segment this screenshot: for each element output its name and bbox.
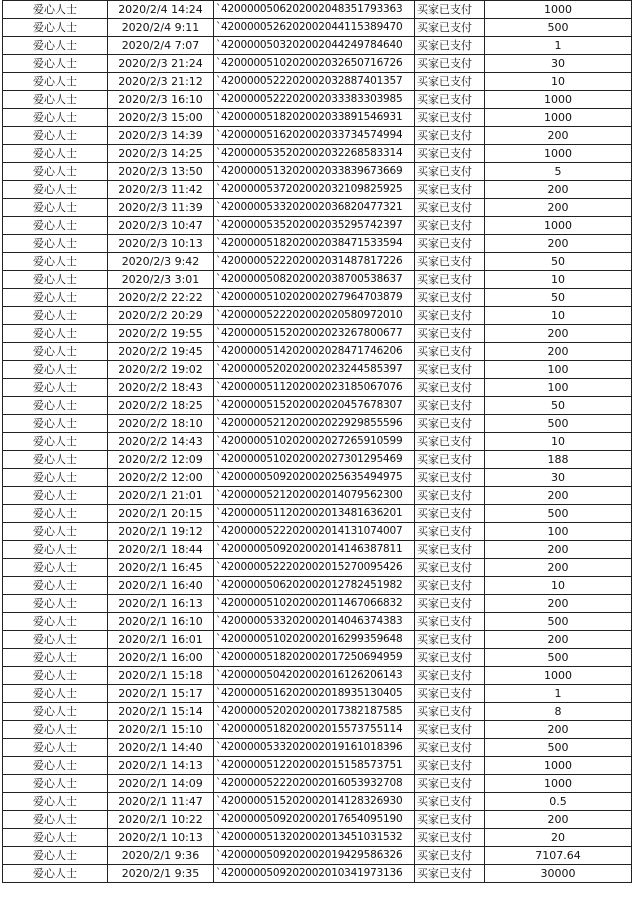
amount-cell: 500 (485, 739, 632, 757)
table-row (3, 181, 632, 199)
order-number-cell: `4200000516202002018935130405 (214, 685, 415, 703)
payment-status-cell: 买家已支付 (415, 235, 485, 253)
order-number-cell: `4200000509202002017654095190 (214, 811, 415, 829)
table-row (3, 793, 632, 811)
payment-status-cell: 买家已支付 (415, 181, 485, 199)
donor-name-cell: 爱心人士 (3, 595, 108, 613)
donor-name-cell: 爱心人士 (3, 271, 108, 289)
payment-status-cell: 买家已支付 (415, 721, 485, 739)
donor-name-cell: 爱心人士 (3, 181, 108, 199)
payment-time-cell: 2020/2/3 21:24 (108, 55, 214, 73)
amount-cell: 1000 (485, 91, 632, 109)
order-number-cell: `4200000506202002012782451982 (214, 577, 415, 595)
order-number-cell: `4200000510202002032650716726 (214, 55, 415, 73)
table-row (3, 685, 632, 703)
amount-cell: 1000 (485, 757, 632, 775)
donor-name-cell: 爱心人士 (3, 289, 108, 307)
amount-cell: 200 (485, 343, 632, 361)
amount-cell: 50 (485, 253, 632, 271)
payment-time-cell: 2020/2/1 16:45 (108, 559, 214, 577)
payment-time-cell: 2020/2/3 10:47 (108, 217, 214, 235)
order-number-cell: `4200000535202002032268583314 (214, 145, 415, 163)
table-row (3, 631, 632, 649)
payment-status-cell: 买家已支付 (415, 379, 485, 397)
donor-name-cell: 爱心人士 (3, 703, 108, 721)
table-row (3, 415, 632, 433)
payment-status-cell: 买家已支付 (415, 685, 485, 703)
amount-cell: 10 (485, 433, 632, 451)
donor-name-cell: 爱心人士 (3, 829, 108, 847)
donor-name-cell: 爱心人士 (3, 19, 108, 37)
table-row (3, 649, 632, 667)
payment-time-cell: 2020/2/1 10:13 (108, 829, 214, 847)
donor-name-cell: 爱心人士 (3, 685, 108, 703)
payment-time-cell: 2020/2/1 21:01 (108, 487, 214, 505)
order-number-cell: `4200000522202002032887401357 (214, 73, 415, 91)
order-number-cell: `4200000503202002044249784640 (214, 37, 415, 55)
payment-status-cell: 买家已支付 (415, 199, 485, 217)
order-number-cell: `4200000526202002044115389470 (214, 19, 415, 37)
payment-time-cell: 2020/2/1 14:13 (108, 757, 214, 775)
amount-cell: 500 (485, 415, 632, 433)
order-number-cell: `4200000533202002036820477321 (214, 199, 415, 217)
payment-time-cell: 2020/2/1 14:40 (108, 739, 214, 757)
amount-cell: 30 (485, 55, 632, 73)
payment-status-cell: 买家已支付 (415, 829, 485, 847)
donor-name-cell: 爱心人士 (3, 415, 108, 433)
payment-status-cell: 买家已支付 (415, 775, 485, 793)
payment-status-cell: 买家已支付 (415, 415, 485, 433)
donor-name-cell: 爱心人士 (3, 865, 108, 883)
table-row (3, 469, 632, 487)
payment-time-cell: 2020/2/2 22:22 (108, 289, 214, 307)
amount-cell: 200 (485, 487, 632, 505)
table-row (3, 451, 632, 469)
amount-cell: 200 (485, 811, 632, 829)
donor-name-cell: 爱心人士 (3, 451, 108, 469)
payment-status-cell: 买家已支付 (415, 559, 485, 577)
order-number-cell: `4200000533202002014046374383 (214, 613, 415, 631)
amount-cell: 1000 (485, 109, 632, 127)
order-number-cell: `4200000518202002033891546931 (214, 109, 415, 127)
table-row (3, 217, 632, 235)
amount-cell: 10 (485, 73, 632, 91)
donor-name-cell: 爱心人士 (3, 37, 108, 55)
amount-cell: 10 (485, 577, 632, 595)
table-row (3, 559, 632, 577)
payment-time-cell: 2020/2/1 9:35 (108, 865, 214, 883)
payment-time-cell: 2020/2/2 18:43 (108, 379, 214, 397)
order-number-cell: `4200000510202002027301295469 (214, 451, 415, 469)
payment-time-cell: 2020/2/4 14:24 (108, 1, 214, 19)
table-row (3, 127, 632, 145)
payment-time-cell: 2020/2/3 21:12 (108, 73, 214, 91)
donor-name-cell: 爱心人士 (3, 397, 108, 415)
amount-cell: 7107.64 (485, 847, 632, 865)
donor-name-cell: 爱心人士 (3, 163, 108, 181)
payment-status-cell: 买家已支付 (415, 451, 485, 469)
donor-name-cell: 爱心人士 (3, 109, 108, 127)
donor-name-cell: 爱心人士 (3, 91, 108, 109)
payment-time-cell: 2020/2/2 12:09 (108, 451, 214, 469)
amount-cell: 1000 (485, 1, 632, 19)
payment-time-cell: 2020/2/1 10:22 (108, 811, 214, 829)
donor-name-cell: 爱心人士 (3, 667, 108, 685)
order-number-cell: `4200000520202002017382187585 (214, 703, 415, 721)
amount-cell: 50 (485, 289, 632, 307)
order-number-cell: `4200000510202002027964703879 (214, 289, 415, 307)
amount-cell: 100 (485, 379, 632, 397)
payment-time-cell: 2020/2/2 14:43 (108, 433, 214, 451)
table-row (3, 721, 632, 739)
payment-time-cell: 2020/2/3 15:00 (108, 109, 214, 127)
payment-status-cell: 买家已支付 (415, 811, 485, 829)
order-number-cell: `4200000518202002015573755114 (214, 721, 415, 739)
payment-time-cell: 2020/2/1 16:10 (108, 613, 214, 631)
order-number-cell: `4200000522202002015270095426 (214, 559, 415, 577)
table-row (3, 91, 632, 109)
payment-time-cell: 2020/2/2 20:29 (108, 307, 214, 325)
order-number-cell: `4200000514202002028471746206 (214, 343, 415, 361)
table-row (3, 145, 632, 163)
amount-cell: 500 (485, 505, 632, 523)
table-row (3, 613, 632, 631)
payment-time-cell: 2020/2/2 18:10 (108, 415, 214, 433)
amount-cell: 200 (485, 181, 632, 199)
payment-status-cell: 买家已支付 (415, 73, 485, 91)
amount-cell: 1000 (485, 775, 632, 793)
payment-status-cell: 买家已支付 (415, 109, 485, 127)
amount-cell: 0.5 (485, 793, 632, 811)
donor-name-cell: 爱心人士 (3, 199, 108, 217)
payment-status-cell: 买家已支付 (415, 325, 485, 343)
order-number-cell: `4200000535202002035295742397 (214, 217, 415, 235)
order-number-cell: `4200000522202002033383303985 (214, 91, 415, 109)
amount-cell: 10 (485, 271, 632, 289)
donor-name-cell: 爱心人士 (3, 1, 108, 19)
payment-time-cell: 2020/2/2 12:00 (108, 469, 214, 487)
donor-name-cell: 爱心人士 (3, 505, 108, 523)
amount-cell: 50 (485, 397, 632, 415)
amount-cell: 500 (485, 613, 632, 631)
donor-name-cell: 爱心人士 (3, 577, 108, 595)
order-number-cell: `4200000518202002038471533594 (214, 235, 415, 253)
donor-name-cell: 爱心人士 (3, 739, 108, 757)
payment-time-cell: 2020/2/2 18:25 (108, 397, 214, 415)
table-row (3, 487, 632, 505)
amount-cell: 100 (485, 361, 632, 379)
payment-time-cell: 2020/2/2 19:02 (108, 361, 214, 379)
table-row (3, 757, 632, 775)
table-row (3, 361, 632, 379)
amount-cell: 200 (485, 559, 632, 577)
order-number-cell: `4200000537202002032109825925 (214, 181, 415, 199)
table-row (3, 325, 632, 343)
amount-cell: 10 (485, 307, 632, 325)
payment-status-cell: 买家已支付 (415, 217, 485, 235)
table-row (3, 307, 632, 325)
donor-name-cell: 爱心人士 (3, 73, 108, 91)
donation-table-body (3, 1, 632, 883)
payment-status-cell: 买家已支付 (415, 343, 485, 361)
payment-status-cell: 买家已支付 (415, 127, 485, 145)
payment-time-cell: 2020/2/3 11:42 (108, 181, 214, 199)
payment-time-cell: 2020/2/1 20:15 (108, 505, 214, 523)
donor-name-cell: 爱心人士 (3, 631, 108, 649)
order-number-cell: `4200000508202002038700538637 (214, 271, 415, 289)
amount-cell: 100 (485, 523, 632, 541)
amount-cell: 200 (485, 541, 632, 559)
donor-name-cell: 爱心人士 (3, 127, 108, 145)
donor-name-cell: 爱心人士 (3, 343, 108, 361)
payment-status-cell: 买家已支付 (415, 361, 485, 379)
payment-time-cell: 2020/2/3 9:42 (108, 253, 214, 271)
table-row (3, 163, 632, 181)
payment-status-cell: 买家已支付 (415, 253, 485, 271)
amount-cell: 1 (485, 37, 632, 55)
payment-time-cell: 2020/2/1 11:47 (108, 793, 214, 811)
payment-time-cell: 2020/2/4 9:11 (108, 19, 214, 37)
order-number-cell: `4200000516202002033734574994 (214, 127, 415, 145)
order-number-cell: `4200000509202002010341973136 (214, 865, 415, 883)
donor-name-cell: 爱心人士 (3, 361, 108, 379)
order-number-cell: `4200000522202002031487817226 (214, 253, 415, 271)
payment-status-cell: 买家已支付 (415, 397, 485, 415)
amount-cell: 200 (485, 325, 632, 343)
table-row (3, 865, 632, 883)
table-row (3, 379, 632, 397)
amount-cell: 500 (485, 19, 632, 37)
order-number-cell: `4200000511202002013481636201 (214, 505, 415, 523)
donor-name-cell: 爱心人士 (3, 253, 108, 271)
amount-cell: 200 (485, 235, 632, 253)
payment-time-cell: 2020/2/1 9:36 (108, 847, 214, 865)
payment-status-cell: 买家已支付 (415, 469, 485, 487)
order-number-cell: `4200000510202002011467066832 (214, 595, 415, 613)
payment-status-cell: 买家已支付 (415, 505, 485, 523)
table-row (3, 289, 632, 307)
order-number-cell: `4200000513202002013451031532 (214, 829, 415, 847)
payment-status-cell: 买家已支付 (415, 145, 485, 163)
order-number-cell: `4200000515202002023267800677 (214, 325, 415, 343)
payment-status-cell: 买家已支付 (415, 487, 485, 505)
order-number-cell: `4200000509202002014146387811 (214, 541, 415, 559)
order-number-cell: `4200000510202002016299359648 (214, 631, 415, 649)
table-row (3, 577, 632, 595)
payment-time-cell: 2020/2/3 13:50 (108, 163, 214, 181)
payment-time-cell: 2020/2/1 18:44 (108, 541, 214, 559)
table-row (3, 595, 632, 613)
table-row (3, 505, 632, 523)
table-row (3, 271, 632, 289)
amount-cell: 500 (485, 649, 632, 667)
payment-time-cell: 2020/2/3 10:13 (108, 235, 214, 253)
payment-status-cell: 买家已支付 (415, 289, 485, 307)
order-number-cell: `4200000521202002022929855596 (214, 415, 415, 433)
amount-cell: 1000 (485, 667, 632, 685)
payment-time-cell: 2020/2/1 16:00 (108, 649, 214, 667)
order-number-cell: `4200000513202002033839673669 (214, 163, 415, 181)
table-row (3, 253, 632, 271)
amount-cell: 5 (485, 163, 632, 181)
payment-time-cell: 2020/2/1 16:13 (108, 595, 214, 613)
payment-time-cell: 2020/2/1 15:17 (108, 685, 214, 703)
payment-time-cell: 2020/2/1 14:09 (108, 775, 214, 793)
payment-time-cell: 2020/2/1 15:14 (108, 703, 214, 721)
table-row (3, 73, 632, 91)
payment-time-cell: 2020/2/3 11:39 (108, 199, 214, 217)
payment-status-cell: 买家已支付 (415, 739, 485, 757)
table-row (3, 829, 632, 847)
donor-name-cell: 爱心人士 (3, 487, 108, 505)
payment-status-cell: 买家已支付 (415, 613, 485, 631)
table-row (3, 235, 632, 253)
payment-status-cell: 买家已支付 (415, 163, 485, 181)
donor-name-cell: 爱心人士 (3, 379, 108, 397)
payment-status-cell: 买家已支付 (415, 847, 485, 865)
order-number-cell: `4200000509202002025635494975 (214, 469, 415, 487)
payment-time-cell: 2020/2/1 16:01 (108, 631, 214, 649)
payment-status-cell: 买家已支付 (415, 271, 485, 289)
payment-status-cell: 买家已支付 (415, 577, 485, 595)
table-row (3, 343, 632, 361)
donor-name-cell: 爱心人士 (3, 145, 108, 163)
table-row (3, 109, 632, 127)
payment-time-cell: 2020/2/3 16:10 (108, 91, 214, 109)
order-number-cell: `4200000512202002015158573751 (214, 757, 415, 775)
donor-name-cell: 爱心人士 (3, 235, 108, 253)
payment-status-cell: 买家已支付 (415, 523, 485, 541)
donor-name-cell: 爱心人士 (3, 55, 108, 73)
donor-name-cell: 爱心人士 (3, 811, 108, 829)
payment-status-cell: 买家已支付 (415, 37, 485, 55)
payment-time-cell: 2020/2/3 14:25 (108, 145, 214, 163)
donor-name-cell: 爱心人士 (3, 307, 108, 325)
order-number-cell: `4200000504202002016126206143 (214, 667, 415, 685)
table-row (3, 541, 632, 559)
order-number-cell: `4200000522202002016053932708 (214, 775, 415, 793)
donor-name-cell: 爱心人士 (3, 433, 108, 451)
payment-status-cell: 买家已支付 (415, 55, 485, 73)
payment-status-cell: 买家已支付 (415, 1, 485, 19)
donor-name-cell: 爱心人士 (3, 793, 108, 811)
donor-name-cell: 爱心人士 (3, 847, 108, 865)
amount-cell: 20 (485, 829, 632, 847)
amount-cell: 200 (485, 631, 632, 649)
donor-name-cell: 爱心人士 (3, 469, 108, 487)
payment-status-cell: 买家已支付 (415, 703, 485, 721)
payment-status-cell: 买家已支付 (415, 649, 485, 667)
payment-status-cell: 买家已支付 (415, 307, 485, 325)
payment-status-cell: 买家已支付 (415, 19, 485, 37)
donor-name-cell: 爱心人士 (3, 325, 108, 343)
payment-status-cell: 买家已支付 (415, 865, 485, 883)
order-number-cell: `4200000506202002048351793363 (214, 1, 415, 19)
donor-name-cell: 爱心人士 (3, 523, 108, 541)
payment-status-cell: 买家已支付 (415, 793, 485, 811)
table-row (3, 667, 632, 685)
payment-time-cell: 2020/2/1 15:10 (108, 721, 214, 739)
amount-cell: 30 (485, 469, 632, 487)
amount-cell: 1000 (485, 145, 632, 163)
payment-time-cell: 2020/2/1 15:18 (108, 667, 214, 685)
order-number-cell: `4200000510202002027265910599 (214, 433, 415, 451)
payment-time-cell: 2020/2/2 19:55 (108, 325, 214, 343)
donor-name-cell: 爱心人士 (3, 217, 108, 235)
order-number-cell: `4200000515202002020457678307 (214, 397, 415, 415)
order-number-cell: `4200000522202002014131074007 (214, 523, 415, 541)
donor-name-cell: 爱心人士 (3, 649, 108, 667)
donation-table (2, 0, 632, 883)
amount-cell: 188 (485, 451, 632, 469)
table-row (3, 433, 632, 451)
table-row (3, 775, 632, 793)
payment-time-cell: 2020/2/1 16:40 (108, 577, 214, 595)
donor-name-cell: 爱心人士 (3, 541, 108, 559)
table-row (3, 397, 632, 415)
amount-cell: 1 (485, 685, 632, 703)
table-row (3, 703, 632, 721)
table-row (3, 19, 632, 37)
order-number-cell: `4200000533202002019161018396 (214, 739, 415, 757)
donor-name-cell: 爱心人士 (3, 559, 108, 577)
amount-cell: 200 (485, 721, 632, 739)
donor-name-cell: 爱心人士 (3, 757, 108, 775)
payment-status-cell: 买家已支付 (415, 433, 485, 451)
payment-status-cell: 买家已支付 (415, 631, 485, 649)
amount-cell: 1000 (485, 217, 632, 235)
order-number-cell: `4200000522202002020580972010 (214, 307, 415, 325)
table-row (3, 1, 632, 19)
payment-time-cell: 2020/2/4 7:07 (108, 37, 214, 55)
order-number-cell: `4200000521202002014079562300 (214, 487, 415, 505)
donor-name-cell: 爱心人士 (3, 775, 108, 793)
table-row (3, 811, 632, 829)
order-number-cell: `4200000511202002023185067076 (214, 379, 415, 397)
payment-time-cell: 2020/2/3 14:39 (108, 127, 214, 145)
order-number-cell: `4200000515202002014128326930 (214, 793, 415, 811)
amount-cell: 200 (485, 595, 632, 613)
payment-status-cell: 买家已支付 (415, 757, 485, 775)
amount-cell: 200 (485, 199, 632, 217)
order-number-cell: `4200000509202002019429586326 (214, 847, 415, 865)
payment-status-cell: 买家已支付 (415, 91, 485, 109)
payment-time-cell: 2020/2/3 3:01 (108, 271, 214, 289)
table-row (3, 847, 632, 865)
table-row (3, 739, 632, 757)
amount-cell: 8 (485, 703, 632, 721)
payment-status-cell: 买家已支付 (415, 541, 485, 559)
table-row (3, 37, 632, 55)
table-row (3, 55, 632, 73)
table-row (3, 199, 632, 217)
payment-status-cell: 买家已支付 (415, 595, 485, 613)
order-number-cell: `4200000520202002023244585397 (214, 361, 415, 379)
payment-time-cell: 2020/2/1 19:12 (108, 523, 214, 541)
amount-cell: 200 (485, 127, 632, 145)
donor-name-cell: 爱心人士 (3, 613, 108, 631)
donor-name-cell: 爱心人士 (3, 721, 108, 739)
payment-status-cell: 买家已支付 (415, 667, 485, 685)
payment-time-cell: 2020/2/2 19:45 (108, 343, 214, 361)
order-number-cell: `4200000518202002017250694959 (214, 649, 415, 667)
amount-cell: 30000 (485, 865, 632, 883)
table-row (3, 523, 632, 541)
